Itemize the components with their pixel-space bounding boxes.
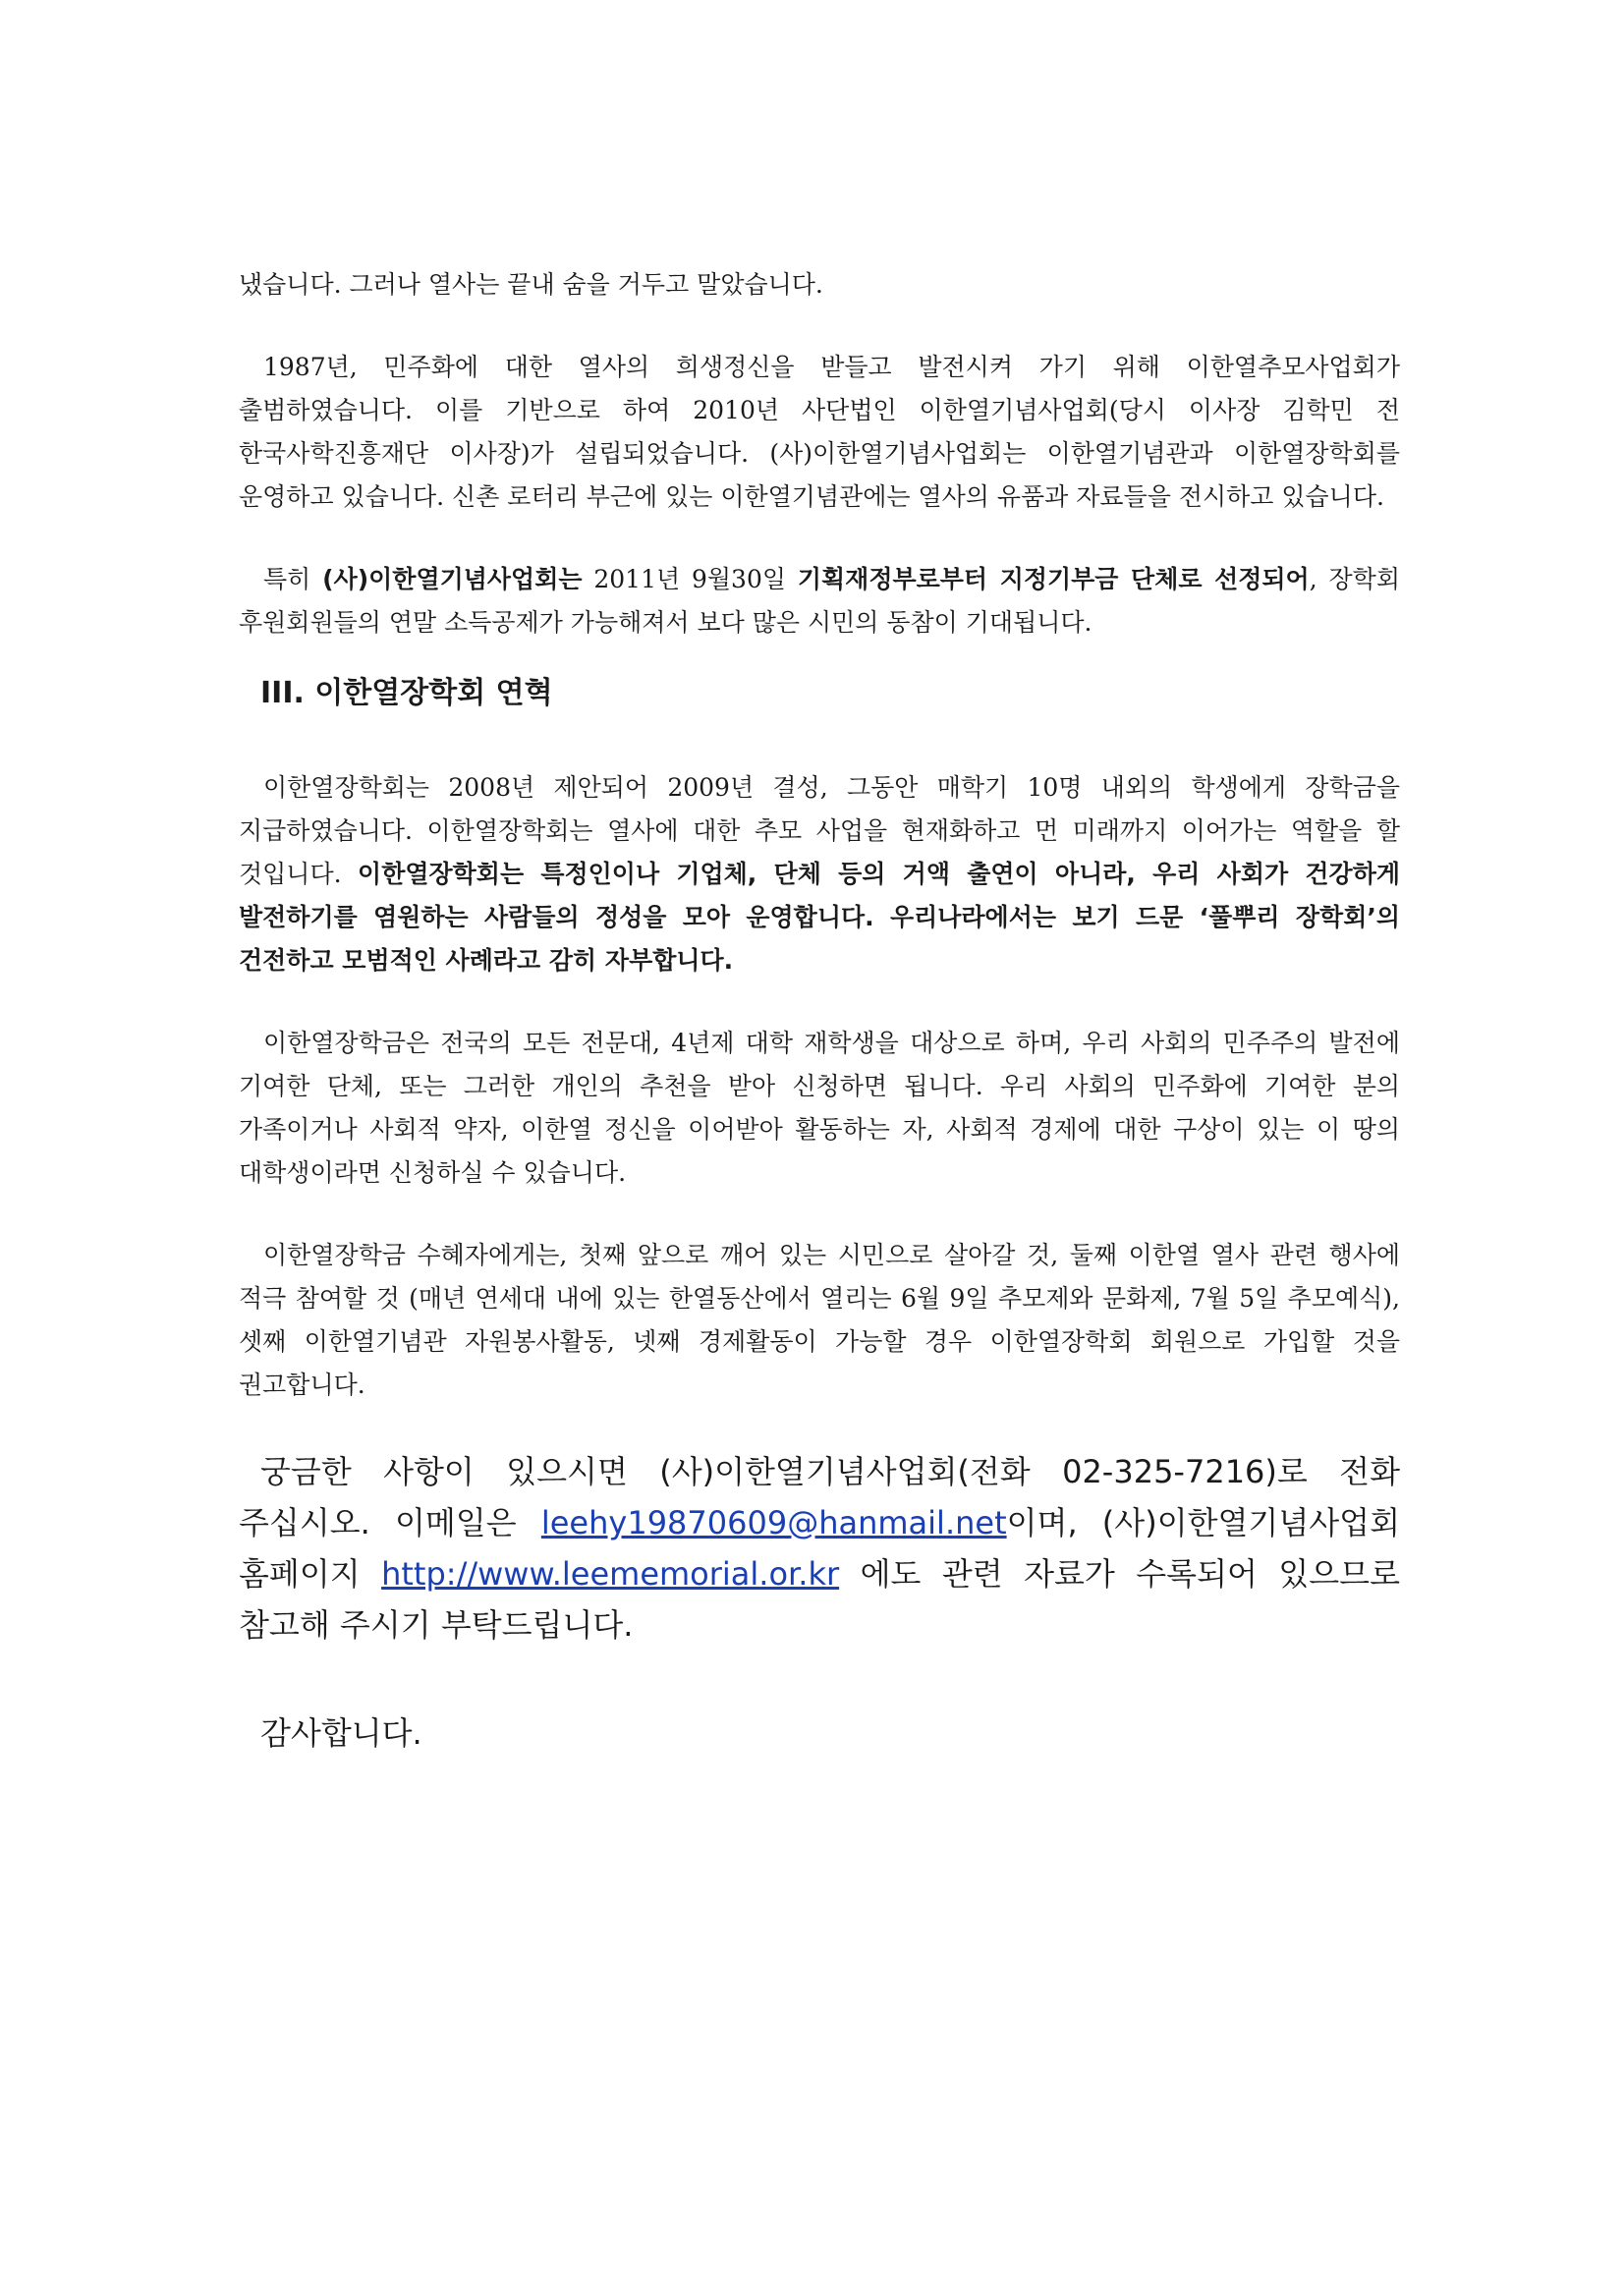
paragraph-recipient-duties: 이한열장학금 수혜자에게는, 첫째 앞으로 깨어 있는 시민으로 살아갈 것, 둘째 이한열 열사 관련 행사에 적극 참여할 것 (매년 연세대 내에 있는 한열동산에서 열리는 6월 9일 추모제와 문화제, 7월 5일 추모예식), 셋째 이한열기념관 자원봉사활동, 넷째 경제활동이 가능할 경우 이한열장학회 회원으로 가입할 것을 권고합니다. xyxy=(239,1241,1400,1399)
text-span: 에도 관련 자료가 수록되어 있으므로 참고해 주시기 부탁드립니다. xyxy=(239,1555,1400,1644)
paragraph-donation-designation xyxy=(239,558,1400,644)
paragraph-memorial-society: 1987년, 민주화에 대한 열사의 희생정신을 받들고 발전시켜 가기 위해 이한열추모사업회가 출범하였습니다. 이를 기반으로 하여 2010년 사단법인 이한열기념사업회(당시 이사장 김학민 전 한국사학진흥재단 이사장)가 설립되었습니다. (사)이한열기념사업회는 이한열기념관과 이한열장학회를 운영하고 있습니다. 신촌 로터리 부근에 있는 이한열기념관에는 열사의 유품과 자료들을 전시하고 있습니다. xyxy=(239,353,1400,511)
bold-text: 기획재정부로부터 지정기부금 단체로 선정되어 xyxy=(797,565,1310,593)
text-span: 이한열장학회는 2008년 제안되어 2009년 결성, 그동안 매학기 10명 내외의 학생에게 장학금을 지급하였습니다. 이한열장학회는 열사에 대한 추모 사업을 현재화하고 먼 미래까지 이어가는 역할을 할 것입니다. xyxy=(239,773,1400,888)
paragraph-intro-end: 냈습니다. 그러나 열사는 끝내 숨을 거두고 말았습니다. xyxy=(239,270,823,299)
text-span: 궁금한 사항이 있으시면 (사)이한열기념사업회(전화 02-325-7216)로 전화 주십시오. 이메일은 xyxy=(239,1453,1400,1541)
section-heading: III. 이한열장학회 연혁 xyxy=(260,676,553,710)
homepage-link[interactable]: http://www.leememorial.or.kr xyxy=(381,1555,840,1593)
text-span: 특히 xyxy=(263,565,323,593)
text-span: 2011년 9월30일 xyxy=(582,565,798,593)
paragraph-scholarship-history xyxy=(239,766,1400,982)
text-span: 이며, (사)이한열기념사업회 홈페이지 xyxy=(239,1504,1400,1593)
bold-text: 이한열장학회는 특정인이나 기업체, 단체 등의 거액 출연이 아니라, 우리 사회가 건강하게 발전하기를 염원하는 사람들의 정성을 모아 운영합니다. 우리나라에서는 보기 드문 ‘풀뿌리 장학회’의 건전하고 모범적인 사례라고 감히 자부합니다. xyxy=(239,860,1400,975)
bold-text: (사)이한열기념사업회는 xyxy=(322,565,583,593)
paragraph-eligibility: 이한열장학금은 전국의 모든 전문대, 4년제 대학 재학생을 대상으로 하며, 우리 사회의 민주주의 발전에 기여한 단체, 또는 그러한 개인의 추천을 받아 신청하면 됩니다. 우리 사회의 민주화에 기여한 분의 가족이거나 사회적 약자, 이한열 정신을 이어받아 활동하는 자, 사회적 경제에 대한 구상이 있는 이 땅의 대학생이라면 신청하실 수 있습니다. xyxy=(239,1029,1400,1187)
document-page xyxy=(239,263,1400,1759)
closing-thanks: 감사합니다. xyxy=(260,1714,422,1752)
email-link[interactable]: leehy19870609@hanmail.net xyxy=(540,1504,1007,1541)
paragraph-contact xyxy=(239,1446,1400,1651)
text-span: , 장학회 후원회원들의 연말 소득공제가 가능해져서 보다 많은 시민의 동참이 기대됩니다. xyxy=(239,565,1400,637)
